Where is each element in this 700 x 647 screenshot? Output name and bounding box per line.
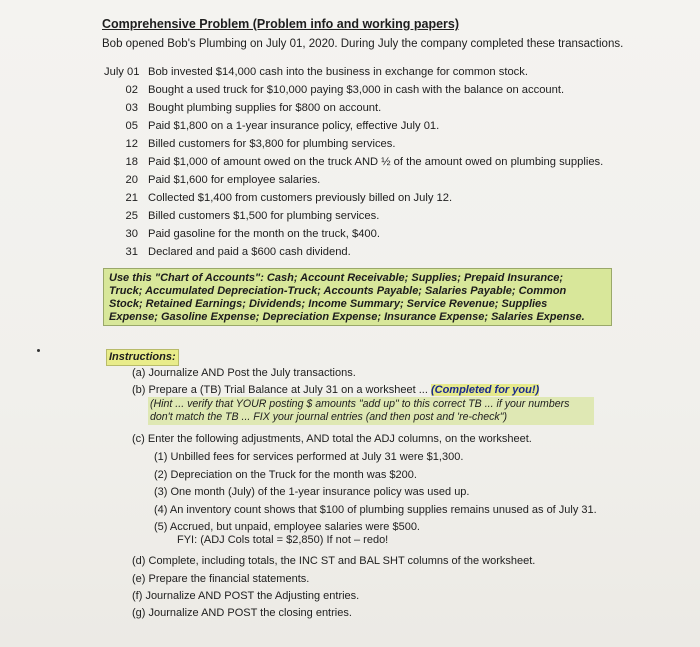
transaction-date: 21 [125,192,138,204]
transaction-date: 03 [125,102,138,114]
transaction-date: 20 [125,174,138,186]
transaction-description: Paid $1,000 of amount owed on the truck AND ½ of the amount owed on plumbing supplies. [148,156,604,168]
transaction-description: Billed customers for $3,800 for plumbing services. [148,138,396,150]
transaction-date: 02 [125,84,138,96]
page-title: Comprehensive Problem (Problem info and working papers) [102,17,460,31]
fyi-note: FYI: (ADJ Cols total = $2,850) If not – redo! [177,534,389,546]
intro-text: Bob opened Bob's Plumbing on July 01, 2020. During July the company completed these transactions. [102,38,624,50]
transaction-description: Paid $1,800 on a 1-year insurance policy, effective July 01. [148,120,440,132]
transaction-description: Paid $1,600 for employee salaries. [148,174,321,186]
transaction-description: Paid gasoline for the month on the truck, $400. [148,228,380,240]
chart-of-accounts-box [103,268,612,326]
instructions-heading: Instructions: [106,349,179,366]
transaction-date: July 01 [104,66,140,78]
transaction-date: 05 [125,120,138,132]
chart-of-accounts-line: Stock; Retained Earnings; Dividends; Income Summary; Service Revenue; Supplies [109,298,548,310]
transaction-date: 31 [125,246,138,258]
adjustment-item: (4) An inventory count shows that $100 of plumbing supplies remains unused as of July 31. [154,504,597,516]
instruction-c: (c) Enter the following adjustments, AND total the ADJ columns, on the worksheet. [132,433,532,445]
transaction-description: Bought a used truck for $10,000 paying $3,000 in cash with the balance on account. [148,84,565,96]
adjustment-item: (5) Accrued, but unpaid, employee salaries were $500. [154,521,420,533]
instruction-b-text: (b) Prepare a (TB) Trial Balance at July 31 on a worksheet ... [132,384,428,396]
instruction-b [132,384,539,396]
transaction-date: 18 [125,156,138,168]
instruction-d: (d) Complete, including totals, the INC ST and BAL SHT columns of the worksheet. [132,555,536,567]
transaction-description: Collected $1,400 from customers previously billed on July 12. [148,192,453,204]
chart-of-accounts-line: Use this "Chart of Accounts": Cash; Account Receivable; Supplies; Prepaid Insurance; [109,272,563,284]
transaction-date: 30 [125,228,138,240]
adjustment-item: (3) One month (July) of the 1-year insurance policy was used up. [154,486,470,498]
transaction-description: Declared and paid a $600 cash dividend. [148,246,351,258]
chart-of-accounts-line: Truck; Accumulated Depreciation-Truck; Accounts Payable; Salaries Payable; Common [109,285,567,297]
instruction-g: (g) Journalize AND POST the closing entries. [132,607,352,619]
hint-highlight [148,397,594,425]
completed-note: (Completed for you!) [430,384,540,396]
transaction-date: 25 [125,210,138,222]
bullet-dot [37,349,40,352]
transaction-description: Billed customers $1,500 for plumbing services. [148,210,380,222]
hint-line: don't match the TB ... FIX your journal entries (and then post and 're-check") [150,411,507,423]
chart-of-accounts-line: Expense; Gasoline Expense; Depreciation Expense; Insurance Expense; Salaries Expense. [109,311,585,323]
transaction-description: Bought plumbing supplies for $800 on account. [148,102,382,114]
transaction-date: 12 [125,138,138,150]
instruction-f: (f) Journalize AND POST the Adjusting entries. [132,590,360,602]
instruction-e: (e) Prepare the financial statements. [132,573,310,585]
adjustment-item: (2) Depreciation on the Truck for the month was $200. [154,469,417,481]
hint-line: (Hint ... verify that YOUR posting $ amounts "add up" to this correct TB ... if your numbers [150,398,570,410]
transaction-description: Bob invested $14,000 cash into the business in exchange for common stock. [148,66,528,78]
instruction-a: (a) Journalize AND Post the July transactions. [132,367,356,379]
adjustment-item: (1) Unbilled fees for services performed at July 31 were $1,300. [154,451,464,463]
